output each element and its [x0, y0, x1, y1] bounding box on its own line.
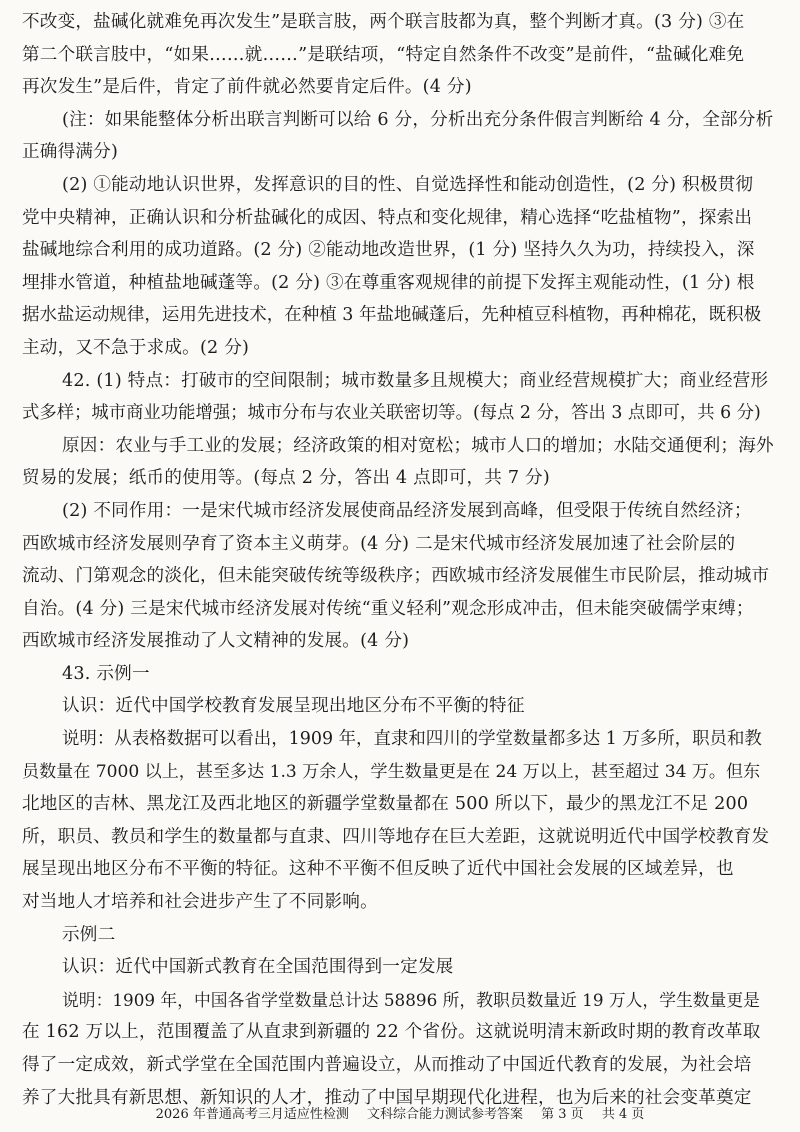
- text-line: 正确得满分): [22, 142, 119, 163]
- paragraph: [22, 495, 774, 658]
- paragraph: [22, 984, 774, 1114]
- text-line: 西欧城市经济发展推动了人文精神的发展。(4 分): [22, 631, 410, 652]
- paragraph: [22, 919, 774, 952]
- footer-subject: 文科综合能力测试参考答案: [366, 1107, 523, 1122]
- text-line: (2) ①能动地认识世界，发挥意识的目的性、自觉选择性和能动创造性，(2 分) 积极贯彻: [62, 174, 754, 195]
- text-line: 认识：近代中国新式教育在全国范围得到一定发展: [62, 957, 454, 978]
- text-line: 埋排水管道，种植盐地碱蓬等。(2 分) ③在尊重客观规律的前提下发挥主观能动性，(1 分) 根: [22, 272, 755, 293]
- text-line: 展呈现出地区分布不平衡的特征。这种不平衡不但反映了近代中国社会发展的区域差异，也: [22, 859, 734, 880]
- footer-page-number: 第 3 页: [541, 1107, 584, 1122]
- text-line: 据水盐运动规律，运用先进技术，在种植 3 年盐地碱蓬后，先种植豆科植物，再种棉花，既积极: [22, 305, 762, 326]
- text-line: 原因：农业与手工业的发展；经济政策的相对宽松；城市人口的增加；水陆交通便利；海外: [62, 435, 774, 456]
- text-line: 员数量在 7000 以上，甚至多达 1.3 万余人，学生数量更是在 24 万以上，甚至超过 34 万。但东: [22, 761, 761, 782]
- page-footer: [0, 1106, 800, 1124]
- text-line: 贸易的发展；纸币的使用等。(每点 2 分，答出 4 点即可，共 7 分): [22, 468, 550, 489]
- text-line: 党中央精神，正确认识和分析盐碱化的成因、特点和变化规律，精心选择“吃盐植物”，探索出: [22, 207, 753, 228]
- footer-exam-title: 2026 年普通高考三月适应性检测: [155, 1107, 349, 1122]
- paragraph: [22, 104, 774, 169]
- paragraph: [22, 365, 774, 430]
- text-line: 不改变，盐碱化就难免再次发生”是联言肢，两个联言肢都为真，整个判断才真。(3 分) ③在: [22, 12, 745, 32]
- text-line: 盐碱地综合利用的成功道路。(2 分) ②能动地改造世界，(1 分) 坚持久久为功，持续投入，深: [22, 240, 755, 261]
- answer-body: [22, 6, 774, 1114]
- paragraph: [22, 430, 774, 495]
- paragraph: [22, 169, 774, 365]
- text-line: 说明：从表格数据可以看出，1909 年，直隶和四川的学堂数量都多达 1 万多所，职员和教: [62, 729, 762, 750]
- text-line: 主动，又不急于求成。(2 分): [22, 337, 250, 358]
- text-line: 说明：1909 年，中国各省学堂数量总计达 58896 所，教职员数量近 19 万人，学生数量更是: [62, 989, 760, 1010]
- text-line: 北地区的吉林、黑龙江及西北地区的新疆学堂数量都在 500 所以下，最少的黑龙江不足 200: [22, 794, 749, 815]
- text-line: 43. 示例一: [62, 663, 150, 684]
- text-line: 西欧城市经济发展则孕育了资本主义萌芽。(4 分) 二是宋代城市经济发展加速了社会阶层的: [22, 533, 736, 554]
- text-line: 42. (1) 特点：打破市的空间限制；城市数量多且规模大；商业经营规模扩大；商业经营形: [62, 370, 769, 391]
- text-line: 自治。(4 分) 三是宋代城市经济发展对传统“重义轻利”观念形成冲击，但未能突破儒学束缚；: [22, 598, 754, 619]
- text-line: 对当地人才培养和社会进步产生了不同影响。: [22, 892, 378, 913]
- paragraph: [22, 951, 774, 984]
- text-line: 再次发生”是后件，肯定了前件就必然要肯定后件。(4 分): [22, 77, 472, 98]
- text-line: 在 162 万以上，范围覆盖了从直隶到新疆的 22 个省份。这就说明清末新政时期的教育改革取: [22, 1022, 761, 1043]
- text-line: 得了一定成效，新式学堂在全国范围内普遍设立，从而推动了中国近代教育的发展，为社会培: [22, 1055, 752, 1075]
- text-line: 认识：近代中国学校教育发展呈现出地区分布不平衡的特征: [62, 696, 525, 717]
- text-line: 第二个联言肢中，“如果……就……”是联结项，“特定自然条件不改变”是前件，“盐碱化难免: [22, 44, 745, 65]
- paragraph: [22, 658, 774, 691]
- text-line: (2) 不同作用：一是宋代城市经济发展使商品经济发展到高峰，但受限于传统自然经济；: [62, 500, 752, 521]
- text-line: 式多样；城市商业功能增强；城市分布与农业关联密切等。(每点 2 分，答出 3 点即可，共 6 分): [22, 403, 761, 424]
- text-line: 流动、门第观念的淡化，但未能突破传统等级秩序；西欧城市经济发展催生市民阶层，推动城市: [22, 566, 770, 587]
- text-line: 所，职员、教员和学生的数量都与直隶、四川等地存在巨大差距，这就说明近代中国学校教育发: [22, 826, 770, 847]
- paragraph: [22, 690, 774, 723]
- footer-total-pages: 共 4 页: [601, 1107, 645, 1122]
- text-line: 养了大批具有新思想、新知识的人才，推动了中国早期现代化进程，也为后来的社会变革奠定: [22, 1087, 752, 1108]
- text-line: (注：如果能整体分析出联言判断可以给 6 分，分析出充分条件假言判断给 4 分，全部分析: [62, 109, 774, 130]
- paragraph: [22, 723, 774, 919]
- text-line: 示例二: [62, 924, 116, 945]
- paragraph: [22, 6, 774, 104]
